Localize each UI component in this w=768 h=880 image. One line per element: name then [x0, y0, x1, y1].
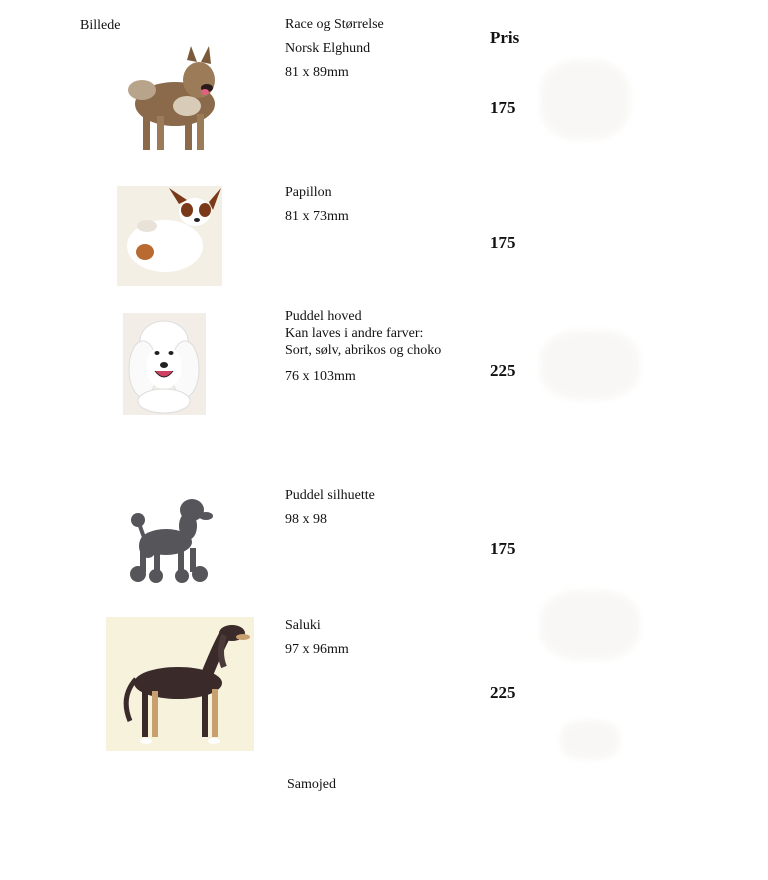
item-note: Sort, sølv, abrikos og choko: [285, 343, 442, 358]
item-name: Puddel silhuette: [285, 488, 375, 503]
item-size: 81 x 89mm: [285, 65, 349, 80]
saluki-image: [106, 617, 254, 751]
column-header-image: Billede: [80, 18, 121, 33]
scan-bleed-mark: [540, 60, 630, 140]
poodle-silhouette-image: [110, 490, 218, 590]
column-header-breed: Race og Størrelse: [285, 17, 384, 32]
item-name: Papillon: [285, 185, 332, 200]
item-name: Norsk Elghund: [285, 41, 371, 56]
item-name: Puddel hoved: [285, 309, 362, 324]
item-size: 98 x 98: [285, 512, 327, 527]
item-note: Kan laves i andre farver:: [285, 326, 424, 341]
item-size: 81 x 73mm: [285, 209, 349, 224]
item-size: 97 x 96mm: [285, 642, 349, 657]
item-price: 175: [490, 539, 516, 558]
item-name: Saluki: [285, 618, 321, 633]
item-price: 225: [490, 683, 516, 702]
poodle-head-image: [123, 313, 206, 415]
scan-bleed-mark: [560, 720, 620, 760]
item-price: 225: [490, 361, 516, 380]
scan-bleed-mark: [540, 590, 640, 660]
scan-bleed-mark: [540, 330, 640, 400]
item-price: 175: [490, 98, 516, 117]
item-size: 76 x 103mm: [285, 369, 356, 384]
elkhound-image: [117, 42, 227, 160]
item-name: Samojed: [287, 777, 336, 792]
column-header-price: Pris: [490, 28, 520, 47]
papillon-image: [117, 186, 222, 286]
item-price: 175: [490, 233, 516, 252]
